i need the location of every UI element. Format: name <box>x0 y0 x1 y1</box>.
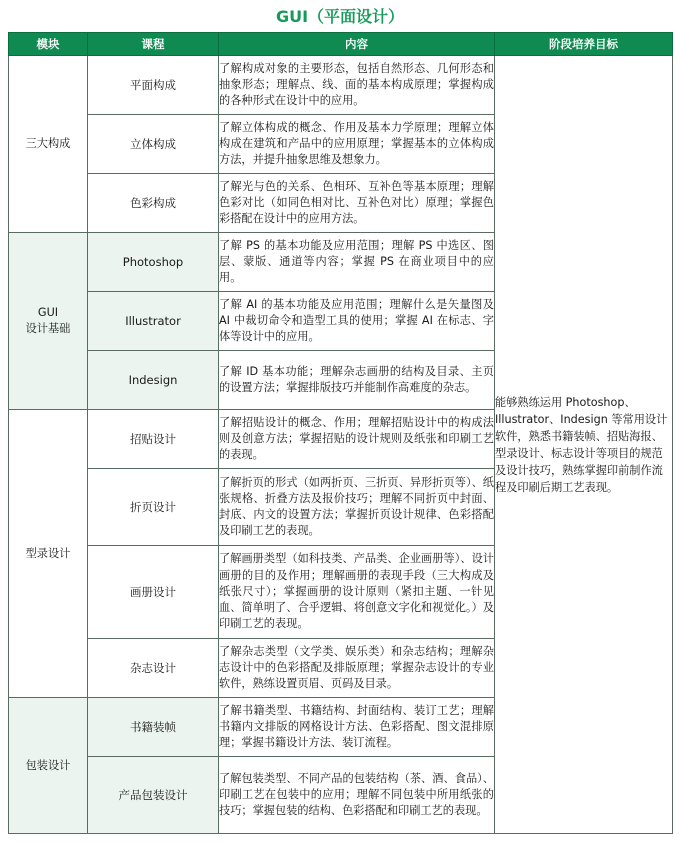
content-cell: 了解 PS 的基本功能及应用范围；理解 PS 中选区、图层、蒙版、通道等内容；掌握 PS 在商业项目中的应用。 <box>219 233 495 292</box>
course-cell: 杂志设计 <box>88 639 219 698</box>
content-cell: 了解 ID 基本功能；理解杂志画册的结构及目录、主页的设置方法；掌握排版技巧并能制作高难度的杂志。 <box>219 351 495 410</box>
content-cell: 了解 AI 的基本功能及应用范围；理解什么是矢量图及 AI 中裁切命令和造型工具的使用；掌握 AI 在标志、字体等设计中的应用。 <box>219 292 495 351</box>
course-cell: Illustrator <box>88 292 219 351</box>
content-cell: 了解立体构成的概念、作用及基本力学原理；理解立体构成在建筑和产品中的应用原理；掌握基本的立体构成方法，并提升抽象思维及想象力。 <box>219 115 495 174</box>
content-cell: 了解书籍类型、书籍结构、封面结构、装订工艺；理解书籍内文排版的网格设计方法、色彩搭配、图文混排原理；掌握书籍设计方法、装订流程。 <box>219 698 495 757</box>
content-cell: 了解折页的形式（如两折页、三折页、异形折页等）、纸张规格、折叠方法及报价技巧；理解不同折页中封面、封底、内文的设置方法；掌握折页设计规律、色彩搭配及印刷工艺的表现。 <box>219 469 495 546</box>
content-cell: 了解光与色的关系、色相环、互补色等基本原理；理解色彩对比（如同色相对比、互补色对比）原理；掌握色彩搭配在设计中的应用方法。 <box>219 174 495 233</box>
course-cell: 书籍装帧 <box>88 698 219 757</box>
content-cell: 了解构成对象的主要形态，包括自然形态、几何形态和抽象形态；理解点、线、面的基本构成原理；掌握构成的各种形式在设计中的应用。 <box>219 56 495 115</box>
module-label-line1: GUI <box>37 306 59 319</box>
module-cell: 型录设计 <box>9 410 88 698</box>
course-cell: 招贴设计 <box>88 410 219 469</box>
content-cell: 了解杂志类型（文学类、娱乐类）和杂志结构；理解杂志设计中的色彩搭配及排版原理；掌握杂志设计的专业软件，熟练设置页眉、页码及目录。 <box>219 639 495 698</box>
content-cell: 了解画册类型（如科技类、产品类、企业画册等）、设计画册的目的及作用；理解画册的表现手段（三大构成及纸张尺寸）；掌握画册的设计原则（紧扣主题、一针见血、简单明了、合乎逻辑、将创意文字化和视觉化。）及印刷工艺的表现。 <box>219 546 495 639</box>
table-row <box>9 56 673 115</box>
goal-cell: 能够熟练运用 Photoshop、Illustrator、Indesign 等常用设计软件，熟悉书籍装帧、招贴海报、型录设计、标志设计等项目的规范及设计技巧，熟练掌握印前制作流程及印刷后期工艺表现。 <box>495 56 673 834</box>
course-cell: 平面构成 <box>88 56 219 115</box>
content-cell: 了解包装类型、不同产品的包装结构（茶、酒、食品）、印刷工艺在包装中的应用；理解不同包装中所用纸张的技巧；掌握包装的结构、色彩搭配和印刷工艺的表现。 <box>219 757 495 834</box>
course-cell: Photoshop <box>88 233 219 292</box>
module-cell: 包装设计 <box>9 698 88 834</box>
course-cell: Indesign <box>88 351 219 410</box>
table-header-row <box>9 33 673 56</box>
header-goal: 阶段培养目标 <box>495 33 673 56</box>
header-course: 课程 <box>88 33 219 56</box>
header-module: 模块 <box>9 33 88 56</box>
course-cell: 画册设计 <box>88 546 219 639</box>
page-title: GUI（平面设计） <box>275 7 405 26</box>
course-cell: 折页设计 <box>88 469 219 546</box>
course-cell: 立体构成 <box>88 115 219 174</box>
module-cell <box>9 233 88 410</box>
course-cell: 色彩构成 <box>88 174 219 233</box>
curriculum-table <box>8 32 673 834</box>
module-cell: 三大构成 <box>9 56 88 233</box>
course-cell: 产品包装设计 <box>88 757 219 834</box>
content-cell: 了解招贴设计的概念、作用；理解招贴设计中的构成法则及创意方法；掌握招贴的设计规则及纸张和印刷工艺的表现。 <box>219 410 495 469</box>
module-label-line2: 设计基础 <box>25 322 71 335</box>
header-content: 内容 <box>219 33 495 56</box>
